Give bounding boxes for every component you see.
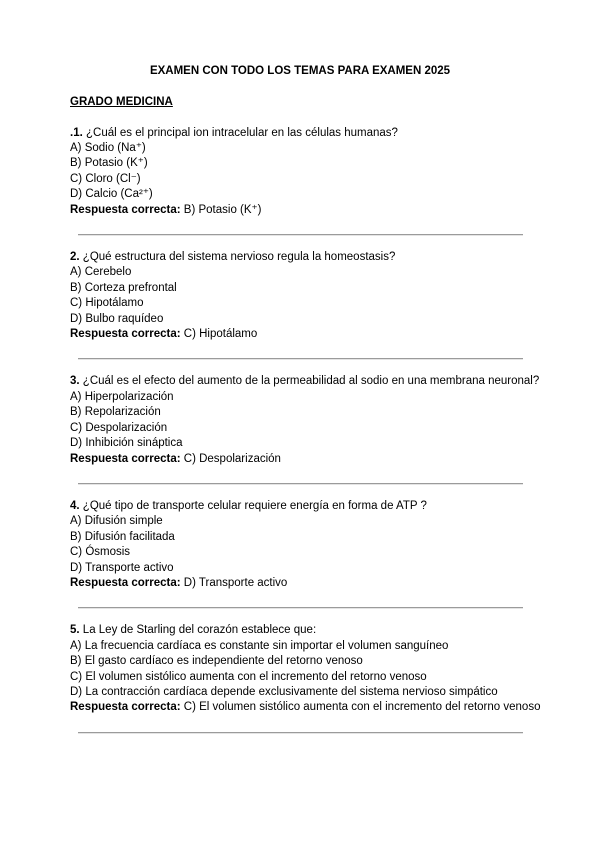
question-block-4 [70, 499, 530, 591]
option-d: D) Bulbo raquídeo [70, 312, 164, 325]
question-line [70, 623, 530, 638]
option-b: B) Difusión facilitada [70, 530, 175, 543]
option-c: C) Cloro (Cl⁻) [70, 172, 141, 185]
option-a: A) Sodio (Na⁺) [70, 142, 146, 154]
question-number: .1. [70, 126, 83, 139]
option-d: D) Inhibición sináptica [70, 437, 183, 450]
section-divider [78, 358, 523, 360]
answer-label: Respuesta correcta: [70, 328, 181, 341]
section-divider [78, 483, 523, 485]
answer-label: Respuesta correcta: [70, 452, 181, 465]
option-a: A) La frecuencia cardíaca es constante sin importar el volumen sanguíneo [70, 639, 449, 652]
question-line [70, 250, 530, 265]
option-d: D) Transporte activo [70, 561, 174, 574]
question-text: ¿Qué tipo de transporte celular requiere energía en forma de ATP ? [82, 499, 427, 512]
section-divider [78, 732, 523, 734]
answer-text: C) El volumen sistólico aumenta con el incremento del retorno venoso [183, 701, 541, 714]
question-text: La Ley de Starling del corazón establece que: [82, 624, 317, 637]
answer-line [70, 203, 530, 218]
question-block-3 [70, 374, 540, 466]
question-line [70, 126, 530, 141]
question-number: 2. [70, 251, 80, 264]
option-c: C) Despolarización [70, 421, 168, 434]
section-divider [78, 607, 523, 609]
answer-label: Respuesta correcta: [70, 701, 181, 714]
answer-text: D) Transporte activo [183, 576, 288, 589]
question-number: 3. [70, 375, 80, 388]
section-divider [78, 234, 523, 236]
question-text: ¿Qué estructura del sistema nervioso regula la homeostasis? [82, 251, 396, 264]
option-a: A) Difusión simple [70, 515, 163, 528]
answer-line [70, 576, 530, 591]
question-number: 5. [70, 624, 80, 637]
answer-label: Respuesta correcta: [70, 576, 181, 589]
question-line [70, 374, 540, 389]
option-a: A) Hiperpolarización [70, 390, 174, 403]
option-c: C) Ósmosis [70, 546, 131, 559]
answer-text: C) Despolarización [183, 452, 281, 465]
option-a: A) Cerebelo [70, 266, 132, 279]
question-block-2 [70, 250, 530, 342]
answer-line [70, 700, 541, 715]
question-text: ¿Cuál es el principal ion intracelular en las células humanas? [86, 126, 398, 139]
option-b: B) Repolarización [70, 406, 161, 419]
question-block-5 [70, 623, 541, 715]
option-b: B) Corteza prefrontal [70, 281, 177, 294]
question-block-1 [70, 126, 530, 218]
answer-text: C) Hipotálamo [183, 328, 258, 341]
answer-line [70, 327, 530, 342]
answer-label: Respuesta correcta: [70, 203, 181, 216]
option-c: C) Hipotálamo [70, 297, 144, 310]
question-text: ¿Cuál es el efecto del aumento de la permeabilidad al sodio en una membrana neuronal? [82, 375, 540, 388]
option-b: B) Potasio (K⁺) [70, 157, 148, 170]
question-number: 4. [70, 499, 80, 512]
document-subtitle: GRADO MEDICINA [70, 95, 173, 108]
answer-line [70, 452, 530, 467]
option-d: D) La contracción cardíaca depende exclusivamente del sistema nervioso simpático [70, 685, 498, 698]
option-b: B) El gasto cardíaco es independiente del retorno venoso [70, 655, 363, 668]
document-title: EXAMEN CON TODO LOS TEMAS PARA EXAMEN 2025 [149, 65, 451, 77]
question-line [70, 499, 530, 514]
answer-text: B) Potasio (K⁺) [183, 203, 262, 216]
option-d: D) Calcio (Ca²⁺) [70, 188, 153, 201]
option-c: C) El volumen sistólico aumenta con el incremento del retorno venoso [70, 670, 427, 683]
